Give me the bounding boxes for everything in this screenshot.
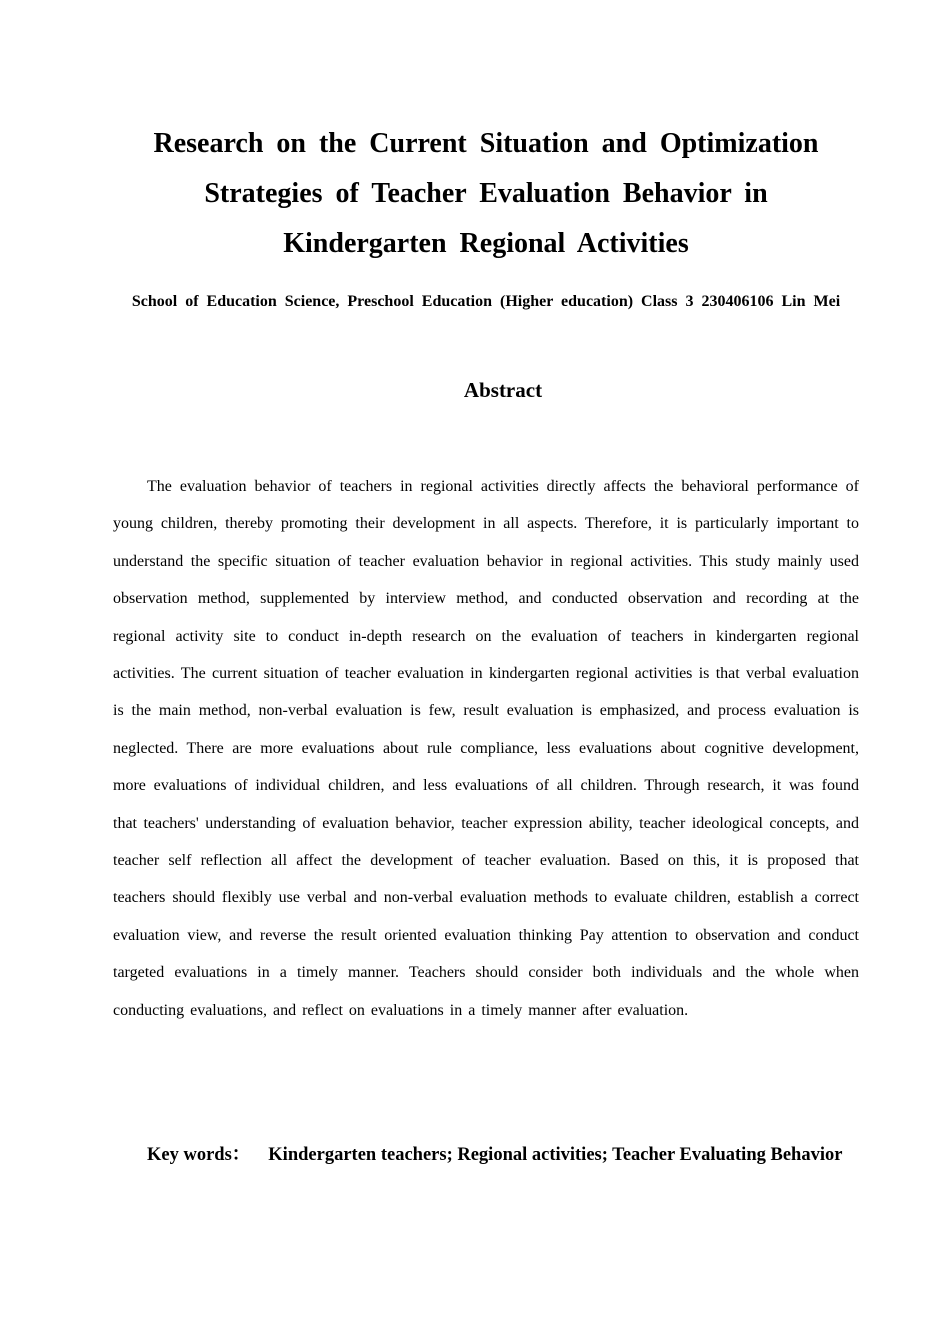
author-affiliation: School of Education Science, Preschool Education (Higher education) Class 3 230406106 Lin Mei: [131, 293, 841, 310]
abstract-heading: Abstract: [463, 378, 543, 402]
keywords: [147, 1141, 842, 1169]
title-line: Research on the Current Situation and Optimization: [153, 128, 819, 159]
title-line: Kindergarten Regional Activities: [283, 228, 689, 259]
paper-title: [120, 119, 852, 269]
title-line: Strategies of Teacher Evaluation Behavior in: [204, 178, 768, 209]
keywords-label: Key words：: [147, 1145, 251, 1165]
abstract-body: The evaluation behavior of teachers in regional activities directly affects the behavioral performance of young children, thereby promoting their development in all aspects. Therefore, it is particularly important to understand the specific situation of teacher evaluation behavior in regional activities. This study mainly used observation method, supplemented by interview method, and conducted observation and recording at the regional activity site to conduct in-depth research on the evaluation of teachers in kindergarten regional activities. The current situation of teacher evaluation in kindergarten regional activities is that verbal evaluation is the main method, non-verbal evaluation is few, result evaluation is emphasized, and process evaluation is neglected. There are more evaluations about rule compliance, less evaluations about cognitive development, more evaluations of individual children, and less evaluations of all children. Through research, it was found that teachers' understanding of evaluation behavior, teacher expression ability, teacher ideological concepts, and teacher self reflection all affect the development of teacher evaluation. Based on this, it is proposed that teachers should flexibly use verbal and non-verbal evaluation methods to evaluate children, establish a correct evaluation view, and reverse the result oriented evaluation thinking Pay attention to observation and conduct targeted evaluations in a timely manner. Teachers should consider both individuals and the whole when conducting evaluations, and reflect on evaluations in a timely manner after evaluation.: [113, 478, 859, 1019]
keywords-value: Kindergarten teachers; Regional activities; Teacher Evaluating Behavior: [268, 1145, 843, 1165]
